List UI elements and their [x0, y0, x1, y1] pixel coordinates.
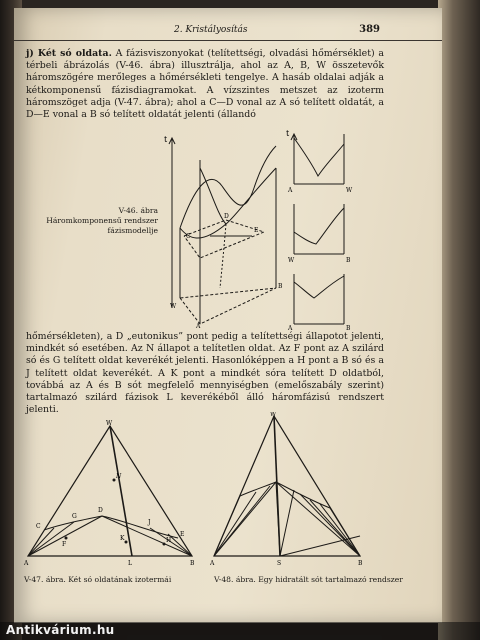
v48-label-b: B — [358, 560, 363, 567]
v48-label-w: W — [270, 412, 277, 418]
v47-label-j: J — [148, 519, 151, 526]
middle-right-label: B — [346, 257, 351, 264]
top-diagram-curve — [294, 138, 344, 176]
figure-v46-prism — [164, 128, 294, 328]
middle-left-label: W — [288, 257, 295, 264]
v47-label-d: D — [98, 507, 103, 514]
eutectic-trough — [220, 224, 226, 288]
label-w: W — [170, 303, 177, 310]
v47-label-g: G — [72, 513, 77, 520]
v48-tie-a-2 — [214, 492, 256, 556]
figure-v46-caption — [18, 206, 158, 236]
v47-label-k: K — [120, 535, 125, 542]
bottom-left-label: A — [288, 325, 293, 330]
v47-label-e: E — [180, 531, 185, 538]
chapter-title: 2. Kristályosítás — [174, 25, 248, 35]
v47-label-b: B — [190, 560, 195, 567]
watermark-text: Antikvárium.hu — [6, 623, 115, 637]
v47-label-a: A — [24, 560, 29, 567]
book-page-edges — [438, 0, 480, 640]
label-d: D — [224, 213, 229, 220]
figure-v48-triangle — [210, 412, 400, 568]
v47-label-c: C — [36, 523, 41, 530]
binary-phase-diagrams — [286, 124, 372, 330]
tie-line-a-d — [28, 516, 102, 556]
label-e: E — [254, 227, 259, 234]
page-number: 389 — [359, 24, 380, 35]
v48-tie-b-1 — [300, 494, 360, 556]
t-axis-label: t — [164, 135, 168, 144]
v47-label-f: F — [62, 541, 67, 548]
book-page — [14, 8, 442, 623]
watermark-bar — [0, 622, 480, 640]
v48-label-a: A — [210, 560, 215, 567]
figure-v47-caption: V-47. ábra. Két só oldatának izotermái — [24, 575, 172, 584]
side-t-label: t — [286, 129, 290, 138]
figure-v48-caption: V-48. ábra. Egy hidratált sót tartalmazó rendszer — [214, 575, 403, 584]
v47-label-w: W — [106, 420, 113, 427]
top-left-label: A — [288, 187, 293, 194]
label-b: B — [278, 283, 283, 290]
v48-tie-a-4 — [214, 482, 276, 556]
paragraph-intro-text: A fázisviszonyokat (telítettségi, olvadási hőmérséklet) a térbeli ábrázolás (V-46. ábra) illusztrálja, ahol az A, B, W összetevők háromszögére merőleges a hőmérsékleti tengelye. A hasáb oldalai adják a kétkomponensű fázisdiagramokat. A vízszintes metszet az izoterm háromszöget adja (V-47. ábra); ahol a C—D vonal az A só telített oldatát, a D—E vonal a B só telített oldatát jelenti (állandó — [26, 48, 384, 121]
point-k — [125, 541, 128, 544]
v48-tie-b-3 — [320, 504, 360, 556]
bottom-diagram-curve — [294, 276, 344, 298]
v47-label-h: H — [166, 537, 172, 544]
label-c: C — [186, 233, 191, 240]
v48-tie-b-4 — [330, 508, 360, 556]
middle-diagram-curve — [294, 208, 344, 244]
section-lead: j) Két só oldata. — [26, 48, 112, 59]
figure-v47-triangle — [22, 420, 202, 568]
v48-label-s: S — [277, 560, 282, 567]
tie-line-a-c — [28, 528, 54, 556]
top-right-label: W — [346, 187, 353, 194]
label-a: A — [196, 323, 201, 328]
v48-tie-b-2 — [310, 500, 360, 556]
v48-composition-triangle — [214, 416, 360, 556]
running-header — [14, 22, 442, 41]
liquidus-front-curve — [200, 168, 276, 224]
bottom-right-label: B — [346, 325, 351, 330]
figure-v46-caption-number: V-46. ábra — [118, 206, 158, 215]
point-f — [65, 537, 68, 540]
figure-v46-caption-subtitle: fázismodellje — [107, 226, 158, 235]
v47-label-l: L — [128, 560, 132, 567]
paragraph-explanation: hőmérsékleten), a D „eutonikus” pont pedig a telítettségi állapotot jelenti, mindkét só esetében. Az N állapot a telítetlen oldat. Az F pont az A szilárd só és G telített oldat keverékét jelenti. Hasonlóképpen a H pont a B só és a J telített oldat keverékét. A K pont a mindkét sóra telített D oldatból, továbbá az A és B sót megfelelő mennyiségben (emelőszabály szerint) tartalmazó szilárd fázisok L keverékéből álló háromfázisú rendszert jelenti. — [26, 331, 384, 416]
v48-tie-b-5 — [276, 482, 360, 556]
v48-tie-s-2 — [280, 490, 294, 556]
tie-line-b-d — [102, 516, 192, 556]
figure-v46-caption-title: Háromkomponensű rendszer — [46, 216, 158, 225]
v48-tie-a-1 — [214, 496, 240, 556]
paragraph-intro — [26, 48, 384, 121]
curve-d-e — [102, 516, 178, 538]
prism-base — [180, 288, 276, 324]
v47-label-n: N — [116, 473, 122, 480]
